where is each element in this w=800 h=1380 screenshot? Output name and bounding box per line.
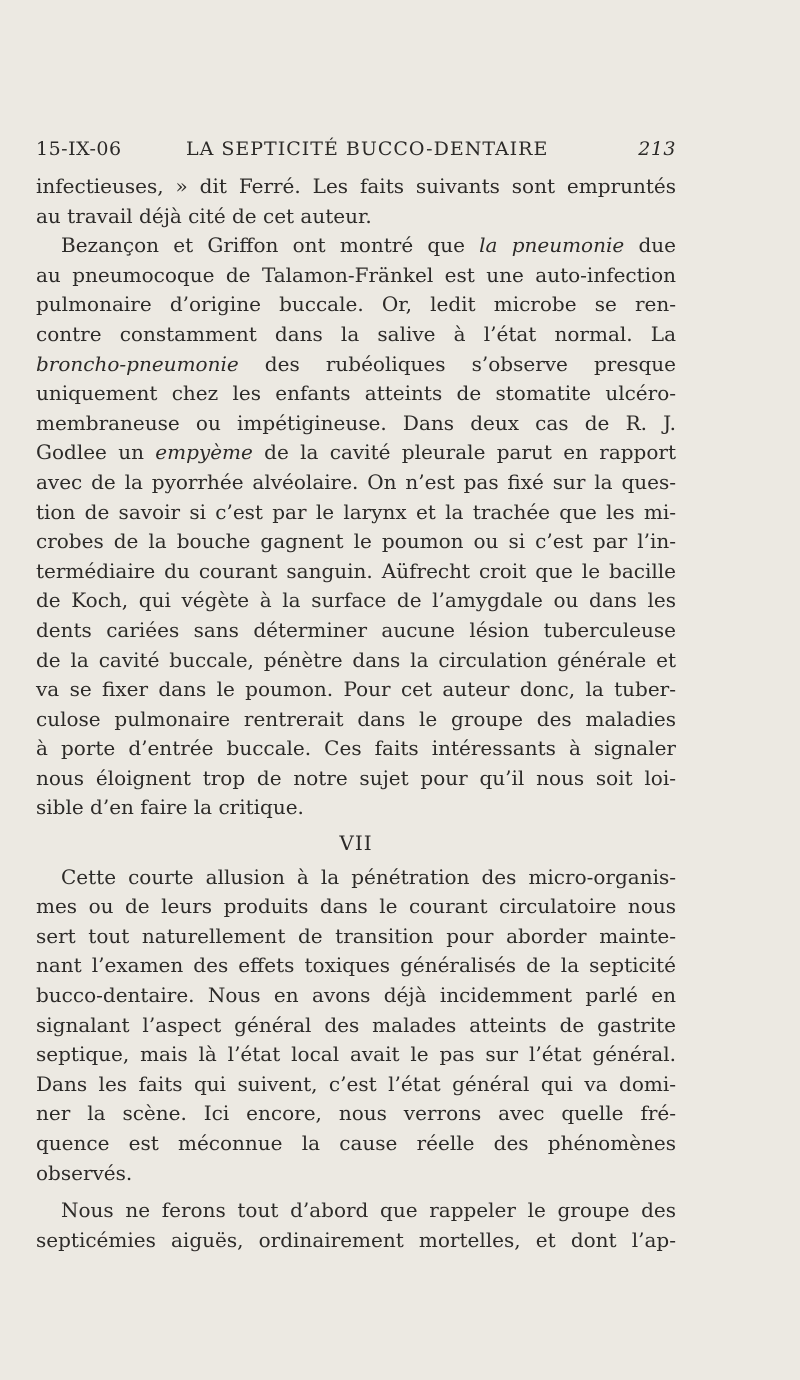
emphasis: la pneumonie bbox=[479, 233, 625, 258]
text-line: uniquement chez les enfants atteints de stomatite ulcéro- bbox=[36, 381, 676, 406]
text-run: Godlee un bbox=[36, 440, 156, 465]
text-line bbox=[36, 438, 676, 468]
text-line: ner la scène. Ici encore, nous verrons avec quelle fré- bbox=[36, 1101, 676, 1126]
text-line: dents cariées sans déterminer aucune lésion tuberculeuse bbox=[36, 617, 676, 642]
text-line: signalant l’aspect général des malades atteints de gastrite bbox=[36, 1012, 676, 1037]
text-line: contre constamment dans la salive à l’état normal. La bbox=[36, 321, 676, 346]
running-head-title: LA SEPTICITÉ BUCCO-DENTAIRE bbox=[186, 138, 549, 160]
body-text bbox=[36, 172, 676, 1255]
text-line: infectieuses, » dit Ferré. Les faits suivants sont empruntés bbox=[36, 174, 676, 198]
running-head bbox=[36, 138, 676, 168]
text-line: sible d’en faire la critique. bbox=[36, 795, 304, 820]
text-run: des rubéoliques s’observe presque bbox=[238, 351, 676, 376]
emphasis: broncho-pneumonie bbox=[36, 351, 239, 376]
text-line: à porte d’entrée buccale. Ces faits intéressants à signaler bbox=[36, 736, 676, 761]
paragraph-gap bbox=[36, 1188, 676, 1196]
text-line: bucco-dentaire. Nous en avons déjà incidemment parlé en bbox=[36, 983, 676, 1008]
text-line: culose pulmonaire rentrerait dans le groupe des maladies bbox=[36, 706, 676, 731]
text-line: septicémies aiguës, ordinairement mortelles, et dont l’ap- bbox=[36, 1227, 676, 1252]
text-line: Nous ne ferons tout d’abord que rappeler le groupe des bbox=[61, 1198, 676, 1223]
text-line: de Koch, qui végète à la surface de l’amygdale ou dans les bbox=[36, 588, 676, 613]
text-line: crobes de la bouche gagnent le poumon ou si c’est par l’in- bbox=[36, 529, 676, 554]
text-line: tion de savoir si c’est par le larynx et la trachée que les mi- bbox=[36, 499, 676, 524]
emphasis: empyème bbox=[155, 440, 253, 465]
text-line: au travail déjà cité de cet auteur. bbox=[36, 203, 372, 228]
text-line: nant l’examen des effets toxiques généralisés de la septicité bbox=[36, 953, 676, 978]
text-line: septique, mais là l’état local avait le pas sur l’état général. bbox=[36, 1042, 676, 1067]
text-line: quence est méconnue la cause réelle des phénomènes bbox=[36, 1131, 676, 1155]
text-line: avec de la pyorrhée alvéolaire. On n’est pas fixé sur la ques- bbox=[36, 469, 676, 494]
text-line: va se fixer dans le poumon. Pour cet auteur donc, la tuber- bbox=[36, 677, 676, 702]
text-line: nous éloignent trop de notre sujet pour qu’il nous soit loi- bbox=[36, 765, 676, 790]
text-line bbox=[36, 350, 676, 380]
text-line: membraneuse ou impétigineuse. Dans deux cas de R. J. bbox=[36, 410, 676, 435]
text-line: au pneumocoque de Talamon-Fränkel est une auto-infection bbox=[36, 262, 676, 287]
text-line: de la cavité buccale, pénètre dans la circulation générale et bbox=[36, 647, 676, 672]
text-run: de la cavité pleurale parut en rapport bbox=[252, 440, 677, 465]
text-line: pulmonaire d’origine buccale. Or, ledit microbe se ren- bbox=[36, 292, 676, 317]
text-line bbox=[36, 231, 676, 261]
page-number: 213 bbox=[638, 138, 676, 160]
text-run: due bbox=[624, 233, 676, 258]
text-line: mes ou de leurs produits dans le courant circulatoire nous bbox=[36, 894, 676, 919]
text-line: observés. bbox=[36, 1160, 133, 1185]
text-run: Bezançon et Griffon ont montré que bbox=[61, 233, 480, 258]
text-line: Dans les faits qui suivent, c’est l’état général qui va domi- bbox=[36, 1071, 676, 1096]
text-line: termédiaire du courant sanguin. Aüfrecht croit que le bacille bbox=[36, 558, 676, 583]
section-heading: VII bbox=[339, 831, 373, 856]
running-head-date: 15-IX-06 bbox=[36, 138, 122, 160]
text-line: sert tout naturellement de transition pour aborder mainte- bbox=[36, 923, 676, 948]
text-line: Cette courte allusion à la pénétration des micro-organis- bbox=[61, 864, 676, 889]
